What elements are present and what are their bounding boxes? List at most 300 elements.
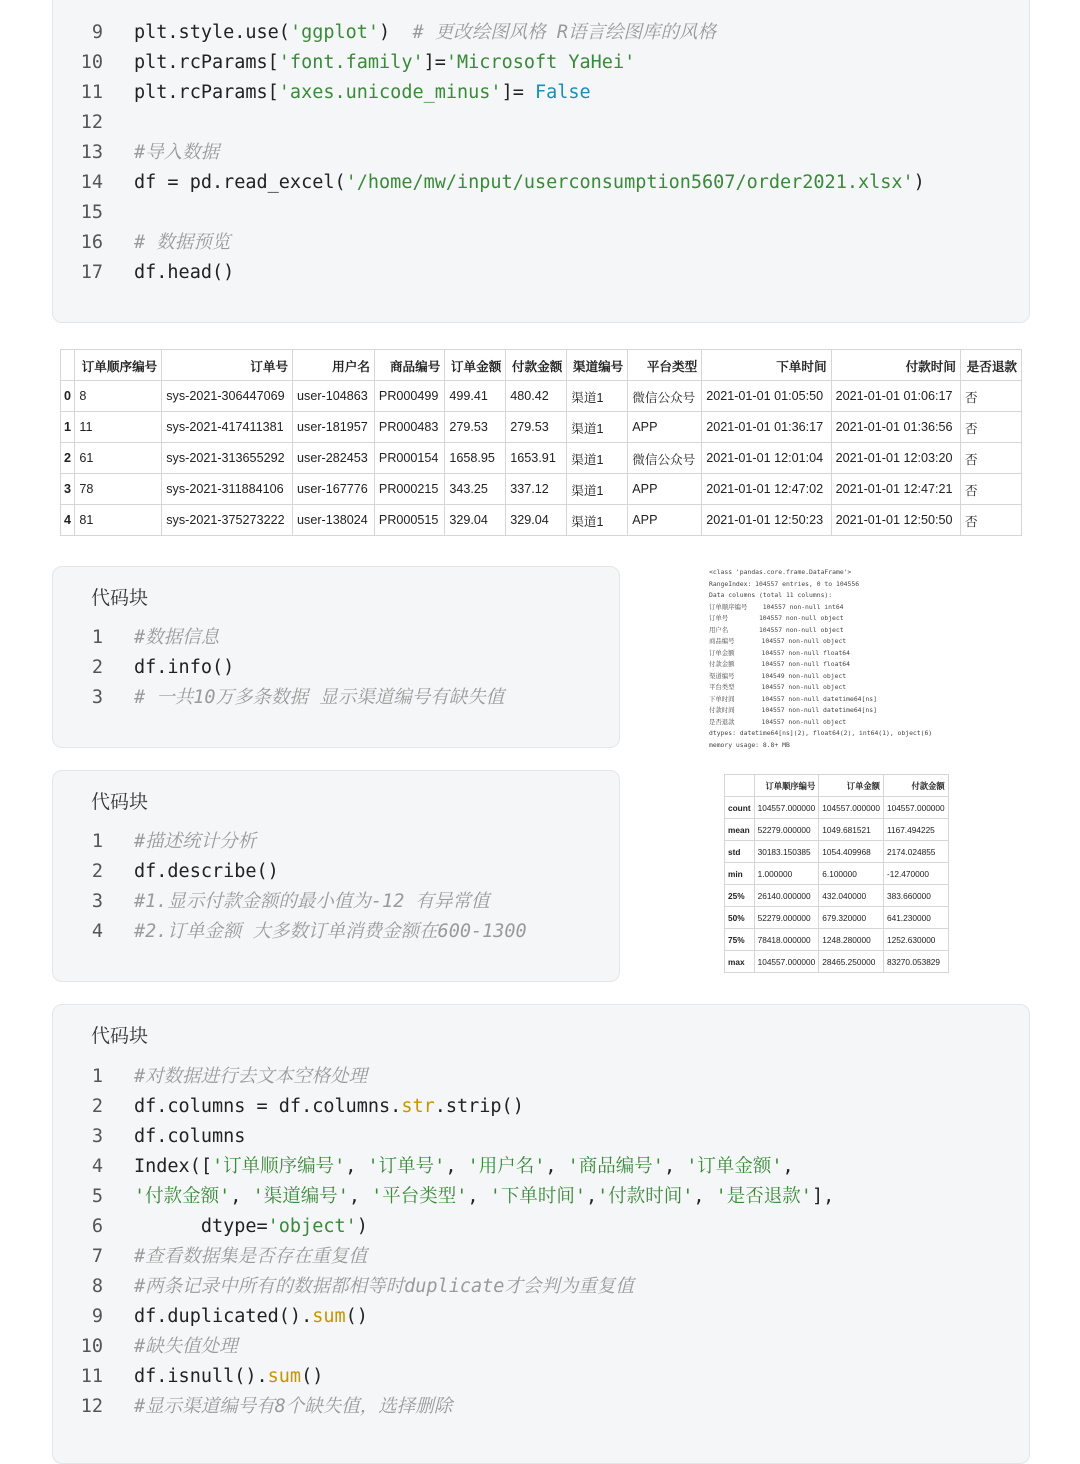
code-line bbox=[53, 917, 619, 947]
table-cell: 1.000000 bbox=[754, 863, 819, 885]
info-line: 渠道编号 104549 non-null object bbox=[709, 671, 847, 680]
line-number: 16 bbox=[80, 232, 103, 253]
code-line bbox=[53, 168, 1029, 198]
table-cell: 83270.053829 bbox=[883, 951, 948, 973]
table-cell: user-282453 bbox=[293, 443, 375, 474]
code-line bbox=[53, 1152, 1029, 1182]
table-cell: PR000215 bbox=[374, 474, 444, 505]
code-comment: # 一共10万多条数据 显示渠道编号有缺失值 bbox=[134, 687, 505, 708]
code-comment: #对数据进行去文本空格处理 bbox=[134, 1066, 368, 1087]
code-token: , bbox=[345, 1156, 368, 1177]
code-line bbox=[53, 683, 619, 713]
code-text bbox=[134, 683, 504, 713]
code-line bbox=[53, 1302, 1029, 1332]
row-index: mean bbox=[725, 819, 755, 841]
code-text bbox=[134, 168, 925, 198]
code-string: '订单号' bbox=[367, 1156, 446, 1177]
table-header-row bbox=[725, 775, 949, 797]
table-cell: 78 bbox=[75, 474, 162, 505]
row-index: 75% bbox=[725, 929, 755, 951]
code-text bbox=[134, 1212, 368, 1242]
table-cell: 2021-01-01 12:50:50 bbox=[831, 505, 960, 536]
code-line bbox=[53, 1062, 1029, 1092]
code-line bbox=[53, 1392, 1029, 1422]
code-block-info bbox=[52, 566, 620, 748]
code-block-title: 代码块 bbox=[91, 791, 149, 813]
code-text bbox=[134, 18, 716, 48]
info-line: 下单时间 104557 non-null datetime64[ns] bbox=[709, 694, 877, 703]
table-cell: PR000515 bbox=[374, 505, 444, 536]
code-string: '/home/mw/input/userconsumption5607/order2021.xlsx' bbox=[345, 172, 914, 193]
table-cell: sys-2021-311884106 bbox=[162, 474, 293, 505]
table-cell: 否 bbox=[960, 474, 1021, 505]
code-string: 'font.family' bbox=[278, 52, 424, 73]
code-string: '是否退款' bbox=[715, 1186, 812, 1207]
code-line bbox=[53, 78, 1029, 108]
code-token: plt.style.use( bbox=[134, 22, 290, 43]
table-cell: APP bbox=[628, 474, 702, 505]
line-number: 1 bbox=[91, 627, 103, 648]
line-number: 3 bbox=[91, 1126, 103, 1147]
code-token: str bbox=[401, 1096, 435, 1117]
code-text bbox=[134, 1122, 245, 1152]
row-index: 4 bbox=[61, 505, 75, 536]
code-string: 'object' bbox=[267, 1216, 357, 1237]
table-cell: 383.660000 bbox=[883, 885, 948, 907]
table-cell: 否 bbox=[960, 443, 1021, 474]
info-line: memory usage: 8.8+ MB bbox=[709, 740, 790, 749]
table-cell: 2021-01-01 12:01:04 bbox=[702, 443, 831, 474]
info-line: 商品编号 104557 non-null object bbox=[709, 637, 847, 645]
code-lines bbox=[53, 827, 619, 947]
table-cell: 2021-01-01 01:06:17 bbox=[831, 381, 960, 412]
line-number: 13 bbox=[80, 142, 103, 163]
column-header bbox=[61, 350, 75, 381]
code-token: df = pd.read_excel( bbox=[134, 172, 346, 193]
table-cell: 1167.494225 bbox=[883, 819, 948, 841]
table-row bbox=[725, 907, 949, 929]
code-token: () bbox=[345, 1306, 368, 1327]
table-cell: 78418.000000 bbox=[754, 929, 819, 951]
table-cell: 104557.000000 bbox=[819, 797, 884, 819]
code-token: sum bbox=[267, 1366, 302, 1387]
code-line bbox=[53, 1332, 1029, 1362]
table-cell: 52279.000000 bbox=[754, 819, 819, 841]
table-row bbox=[725, 885, 949, 907]
info-line: Data columns (total 11 columns): bbox=[709, 591, 833, 599]
code-comment: #2.订单金额 大多数订单消费金额在600-1300 bbox=[134, 921, 527, 942]
info-line: dtypes: datetime64[ns](2), float64(2), int64(1), object(6) bbox=[709, 729, 933, 737]
code-comment: # 数据预览 bbox=[134, 232, 231, 253]
code-line bbox=[53, 138, 1029, 168]
table-cell: 渠道1 bbox=[567, 412, 628, 443]
column-header: 商品编号 bbox=[374, 350, 444, 381]
code-text bbox=[134, 917, 527, 947]
table-row bbox=[61, 474, 1022, 505]
code-token: , bbox=[693, 1186, 716, 1207]
info-line: 用户名 104557 non-null object bbox=[709, 625, 844, 634]
table-cell: 2174.024855 bbox=[883, 841, 948, 863]
column-header: 付款金额 bbox=[506, 350, 567, 381]
code-lines bbox=[53, 1062, 1029, 1422]
table-cell: 279.53 bbox=[506, 412, 567, 443]
code-block-describe bbox=[52, 770, 620, 982]
code-string: 'axes.unicode_minus' bbox=[278, 82, 502, 103]
line-number: 11 bbox=[80, 82, 103, 103]
table-row bbox=[61, 412, 1022, 443]
code-line bbox=[53, 228, 1029, 258]
code-line bbox=[53, 653, 619, 683]
table-cell: 432.040000 bbox=[819, 885, 884, 907]
code-line bbox=[53, 1182, 1029, 1212]
code-text bbox=[134, 1152, 794, 1182]
code-token: , bbox=[467, 1186, 490, 1207]
table-cell: 1054.409968 bbox=[819, 841, 884, 863]
table-cell: 微信公众号 bbox=[628, 443, 702, 474]
column-header: 订单金额 bbox=[819, 775, 884, 797]
row-index: 1 bbox=[61, 412, 75, 443]
code-text bbox=[134, 827, 256, 857]
column-header: 付款金额 bbox=[883, 775, 948, 797]
code-line bbox=[53, 827, 619, 857]
code-line bbox=[53, 857, 619, 887]
code-token: , bbox=[585, 1186, 598, 1207]
code-line bbox=[53, 1242, 1029, 1272]
code-line bbox=[53, 48, 1029, 78]
describe-output-table bbox=[724, 774, 949, 973]
table-cell: 2021-01-01 01:05:50 bbox=[702, 381, 831, 412]
code-string: '用户名' bbox=[467, 1156, 546, 1177]
code-token: () bbox=[301, 1366, 324, 1387]
row-index: std bbox=[725, 841, 755, 863]
info-line: 是否退款 104557 non-null object bbox=[709, 717, 847, 726]
table-cell: user-167776 bbox=[293, 474, 375, 505]
code-token: .strip() bbox=[434, 1096, 524, 1117]
column-header: 订单号 bbox=[162, 350, 293, 381]
line-number: 15 bbox=[80, 202, 103, 223]
code-text bbox=[134, 1302, 368, 1332]
row-index: 3 bbox=[61, 474, 75, 505]
line-number: 14 bbox=[80, 172, 103, 193]
column-header: 平台类型 bbox=[628, 350, 702, 381]
table-cell: 2021-01-01 12:03:20 bbox=[831, 443, 960, 474]
code-line bbox=[53, 1122, 1029, 1152]
code-token: plt.rcParams[ bbox=[134, 82, 279, 103]
code-text bbox=[134, 857, 279, 887]
line-number: 12 bbox=[80, 1396, 103, 1417]
code-string: 'ggplot' bbox=[289, 22, 380, 43]
table-cell: 81 bbox=[75, 505, 162, 536]
code-token: df.duplicated(). bbox=[134, 1306, 313, 1327]
code-comment: #导入数据 bbox=[134, 142, 220, 163]
code-text bbox=[134, 653, 234, 683]
table-cell: 104557.000000 bbox=[883, 797, 948, 819]
table-cell: sys-2021-417411381 bbox=[162, 412, 293, 443]
code-line bbox=[53, 1092, 1029, 1122]
table-cell: 26140.000000 bbox=[754, 885, 819, 907]
code-lines bbox=[53, 623, 619, 713]
column-header: 订单金额 bbox=[445, 350, 506, 381]
line-number: 10 bbox=[80, 52, 103, 73]
code-text bbox=[134, 138, 219, 168]
code-string: '订单金额' bbox=[686, 1156, 783, 1177]
code-string: 'Microsoft YaHei' bbox=[445, 52, 636, 73]
code-string: '付款金额' bbox=[134, 1186, 231, 1207]
table-cell: PR000154 bbox=[374, 443, 444, 474]
table-cell: 279.53 bbox=[445, 412, 506, 443]
code-text bbox=[134, 228, 230, 258]
table-cell: 61 bbox=[75, 443, 162, 474]
table-cell: 渠道1 bbox=[567, 474, 628, 505]
table-cell: 渠道1 bbox=[567, 381, 628, 412]
line-number: 17 bbox=[80, 262, 103, 283]
row-index: count bbox=[725, 797, 755, 819]
code-line bbox=[53, 623, 619, 653]
table-row bbox=[61, 505, 1022, 536]
code-comment: # 更改绘图风格 R语言绘图库的风格 bbox=[412, 22, 717, 43]
code-token: df.isnull(). bbox=[134, 1366, 268, 1387]
table-cell: 480.42 bbox=[506, 381, 567, 412]
table-row bbox=[725, 797, 949, 819]
code-text bbox=[134, 1242, 367, 1272]
table-row bbox=[725, 841, 949, 863]
code-text bbox=[134, 78, 591, 108]
code-comment: #数据信息 bbox=[134, 627, 220, 648]
code-text bbox=[134, 258, 234, 288]
table-row bbox=[725, 863, 949, 885]
table-row bbox=[725, 819, 949, 841]
code-string: '渠道编号' bbox=[252, 1186, 349, 1207]
table-cell: user-138024 bbox=[293, 505, 375, 536]
table-cell: 否 bbox=[960, 505, 1021, 536]
info-line: 平台类型 104557 non-null object bbox=[709, 683, 847, 691]
column-header: 付款时间 bbox=[831, 350, 960, 381]
table-cell: PR000499 bbox=[374, 381, 444, 412]
table-cell: 337.12 bbox=[506, 474, 567, 505]
line-number: 4 bbox=[91, 921, 103, 942]
table-cell: 104557.000000 bbox=[754, 951, 819, 973]
code-line bbox=[53, 108, 1029, 138]
line-number: 9 bbox=[91, 22, 103, 43]
table-cell: 渠道1 bbox=[567, 505, 628, 536]
code-block-preview bbox=[52, 0, 1030, 323]
table-cell: 2021-01-01 12:50:23 bbox=[702, 505, 831, 536]
table-cell: 343.25 bbox=[445, 474, 506, 505]
code-token: , bbox=[782, 1156, 794, 1177]
line-number: 9 bbox=[91, 1306, 103, 1327]
code-text bbox=[134, 1092, 524, 1122]
code-token: , bbox=[445, 1156, 468, 1177]
code-token: Index([ bbox=[134, 1156, 212, 1177]
column-header: 渠道编号 bbox=[567, 350, 628, 381]
line-number: 6 bbox=[91, 1216, 103, 1237]
code-text bbox=[134, 1332, 238, 1362]
code-text bbox=[134, 1182, 834, 1212]
code-token: False bbox=[534, 82, 591, 103]
code-line bbox=[53, 1272, 1029, 1302]
table-cell: 11 bbox=[75, 412, 162, 443]
table-cell: 329.04 bbox=[445, 505, 506, 536]
table-header-row bbox=[61, 350, 1022, 381]
code-token: , bbox=[348, 1186, 372, 1207]
table-cell: 1658.95 bbox=[445, 443, 506, 474]
code-token: , bbox=[663, 1156, 687, 1177]
code-token: df.columns = df.columns. bbox=[134, 1096, 402, 1117]
code-token: ], bbox=[811, 1186, 835, 1207]
table-cell: 2021-01-01 12:47:02 bbox=[702, 474, 831, 505]
code-line bbox=[53, 18, 1029, 48]
info-line: 付款时间 104557 non-null datetime64[ns] bbox=[709, 706, 877, 714]
table-cell: 8 bbox=[75, 381, 162, 412]
table-cell: 329.04 bbox=[506, 505, 567, 536]
column-header: 用户名 bbox=[293, 350, 375, 381]
code-string: '下单时间' bbox=[489, 1186, 586, 1207]
table-row bbox=[61, 443, 1022, 474]
code-token: sum bbox=[312, 1306, 346, 1327]
code-string: '付款时间' bbox=[597, 1186, 694, 1207]
table-cell: APP bbox=[628, 412, 702, 443]
code-token: plt.rcParams[ bbox=[134, 52, 279, 73]
row-index: 0 bbox=[61, 381, 75, 412]
line-number: 3 bbox=[91, 687, 103, 708]
code-comment: #1.显示付款金额的最小值为-12 有异常值 bbox=[134, 891, 490, 912]
table-cell: 1653.91 bbox=[506, 443, 567, 474]
line-number: 2 bbox=[91, 1096, 103, 1117]
code-line bbox=[53, 1362, 1029, 1392]
table-cell: 52279.000000 bbox=[754, 907, 819, 929]
code-string: '订单顺序编号' bbox=[211, 1156, 346, 1177]
code-comment: #描述统计分析 bbox=[134, 831, 257, 852]
table-cell: 渠道1 bbox=[567, 443, 628, 474]
table-cell: 1248.280000 bbox=[819, 929, 884, 951]
line-number: 1 bbox=[91, 831, 103, 852]
table-cell: 641.230000 bbox=[883, 907, 948, 929]
code-token: , bbox=[545, 1156, 568, 1177]
code-token: ) bbox=[379, 22, 413, 43]
table-cell: user-104863 bbox=[293, 381, 375, 412]
table-cell: APP bbox=[628, 505, 702, 536]
table-cell: 2021-01-01 12:47:21 bbox=[831, 474, 960, 505]
table-cell: 否 bbox=[960, 412, 1021, 443]
table-cell: 679.320000 bbox=[819, 907, 884, 929]
row-index: max bbox=[725, 951, 755, 973]
row-index: 25% bbox=[725, 885, 755, 907]
column-header: 下单时间 bbox=[702, 350, 831, 381]
line-number: 4 bbox=[91, 1156, 103, 1177]
code-token: ]= bbox=[423, 52, 446, 73]
line-number: 2 bbox=[91, 657, 103, 678]
info-line: RangeIndex: 104557 entries, 0 to 104556 bbox=[709, 579, 860, 588]
code-line bbox=[53, 258, 1029, 288]
code-token: dtype= bbox=[134, 1216, 268, 1237]
code-token: ]= bbox=[501, 82, 535, 103]
line-number: 3 bbox=[91, 891, 103, 912]
code-token: ) bbox=[356, 1216, 368, 1237]
column-header bbox=[725, 775, 755, 797]
code-block-title: 代码块 bbox=[91, 587, 149, 609]
code-string: '平台类型' bbox=[371, 1186, 468, 1207]
code-text bbox=[134, 1272, 634, 1302]
code-block-title: 代码块 bbox=[91, 1025, 149, 1047]
table-row bbox=[725, 929, 949, 951]
line-number: 7 bbox=[91, 1246, 103, 1267]
info-line: 订单顺序编号 104557 non-null int64 bbox=[709, 602, 844, 611]
column-header: 是否退款 bbox=[960, 350, 1021, 381]
line-number: 2 bbox=[91, 861, 103, 882]
table-cell: 1252.630000 bbox=[883, 929, 948, 951]
table-cell: 微信公众号 bbox=[628, 381, 702, 412]
info-line: 付款金额 104557 non-null float64 bbox=[709, 660, 850, 668]
code-token: df.columns bbox=[134, 1126, 246, 1147]
code-token: df.head() bbox=[134, 262, 235, 283]
code-block-cleaning bbox=[52, 1004, 1030, 1464]
code-text bbox=[134, 48, 635, 78]
column-header: 订单顺序编号 bbox=[75, 350, 162, 381]
line-number: 1 bbox=[91, 1066, 103, 1087]
table-cell: 6.100000 bbox=[819, 863, 884, 885]
table-cell: 2021-01-01 01:36:17 bbox=[702, 412, 831, 443]
code-token: df.describe() bbox=[134, 861, 279, 882]
line-number: 11 bbox=[80, 1366, 103, 1387]
code-text bbox=[134, 1392, 452, 1422]
column-header: 订单顺序编号 bbox=[754, 775, 819, 797]
line-number: 12 bbox=[80, 112, 103, 133]
table-cell: 104557.000000 bbox=[754, 797, 819, 819]
info-line: <class 'pandas.core.frame.DataFrame'> bbox=[709, 568, 852, 576]
code-token: df.info() bbox=[134, 657, 235, 678]
table-cell: 否 bbox=[960, 381, 1021, 412]
row-index: 2 bbox=[61, 443, 75, 474]
code-token: ) bbox=[913, 172, 925, 193]
table-cell: 499.41 bbox=[445, 381, 506, 412]
table-row bbox=[725, 951, 949, 973]
code-token: , bbox=[230, 1186, 253, 1207]
code-lines bbox=[53, 18, 1029, 288]
line-number: 10 bbox=[80, 1336, 103, 1357]
code-text bbox=[134, 1362, 323, 1392]
code-string: '商品编号' bbox=[567, 1156, 664, 1177]
info-output bbox=[709, 567, 932, 751]
head-output-table bbox=[60, 349, 1022, 536]
code-text bbox=[134, 1062, 367, 1092]
code-comment: #两条记录中所有的数据都相等时duplicate才会判为重复值 bbox=[134, 1276, 634, 1297]
code-line bbox=[53, 887, 619, 917]
row-index: 50% bbox=[725, 907, 755, 929]
line-number: 5 bbox=[91, 1186, 103, 1207]
info-line: 订单号 104557 non-null object bbox=[709, 614, 844, 622]
table-row bbox=[61, 381, 1022, 412]
table-cell: sys-2021-375273222 bbox=[162, 505, 293, 536]
row-index: min bbox=[725, 863, 755, 885]
code-comment: #缺失值处理 bbox=[134, 1336, 238, 1357]
table-cell: 1049.681521 bbox=[819, 819, 884, 841]
code-text bbox=[134, 887, 489, 917]
code-text bbox=[134, 623, 219, 653]
table-cell: sys-2021-313655292 bbox=[162, 443, 293, 474]
table-cell: 28465.250000 bbox=[819, 951, 884, 973]
code-comment: #显示渠道编号有8个缺失值，选择删除 bbox=[134, 1396, 453, 1417]
code-comment: #查看数据集是否存在重复值 bbox=[134, 1246, 368, 1267]
table-cell: user-181957 bbox=[293, 412, 375, 443]
code-line bbox=[53, 198, 1029, 228]
table-cell: -12.470000 bbox=[883, 863, 948, 885]
table-cell: PR000483 bbox=[374, 412, 444, 443]
table-cell: 30183.150385 bbox=[754, 841, 819, 863]
line-number: 8 bbox=[91, 1276, 103, 1297]
table-cell: 2021-01-01 01:36:56 bbox=[831, 412, 960, 443]
info-line: 订单金额 104557 non-null float64 bbox=[709, 648, 850, 657]
code-line bbox=[53, 1212, 1029, 1242]
